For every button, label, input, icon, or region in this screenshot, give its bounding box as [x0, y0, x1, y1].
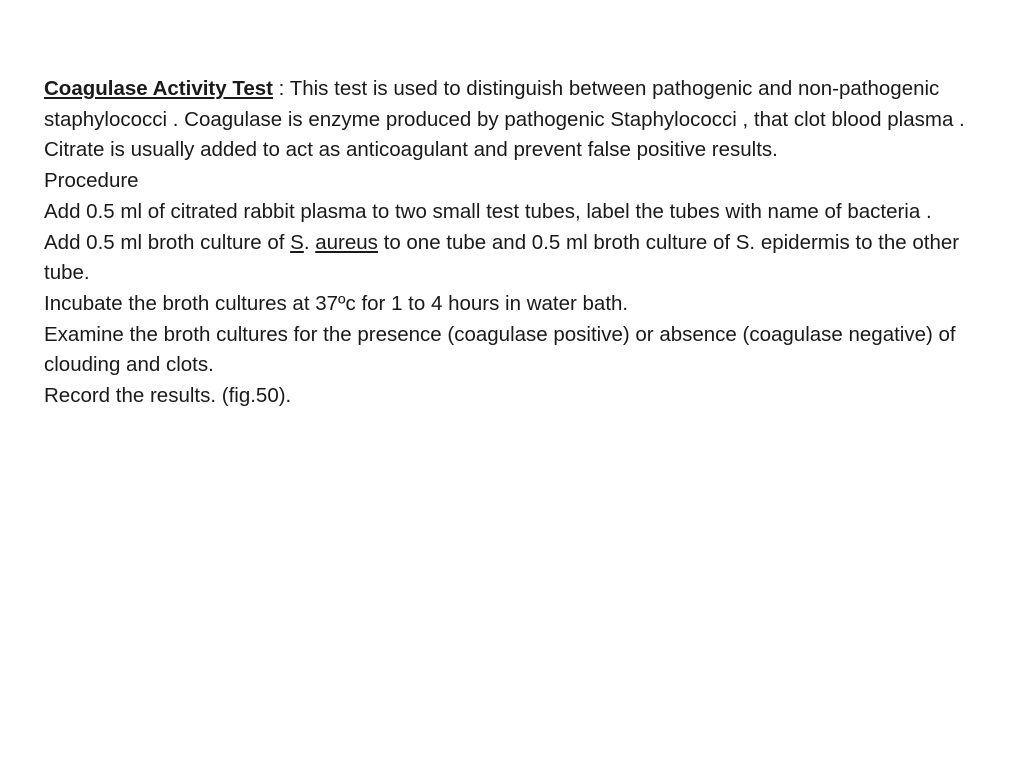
step-2-dot: . [303, 230, 316, 254]
step-2-genus: S [290, 230, 304, 254]
step-4: Examine the broth cultures for the presence (coagulase positive) or absence (coagulase negative) of clouding and clots. [44, 322, 956, 377]
slide-text-body [44, 74, 994, 412]
step-2 [44, 228, 994, 289]
step-2-species: aureus [315, 230, 378, 254]
step-3: Incubate the broth cultures at 37ºc for 1 to 4 hours in water bath. [44, 291, 629, 315]
step-2-suffix: to one tube and 0.5 ml broth culture of S. epidermis to the other tube. [44, 230, 960, 285]
intro-paragraph [44, 74, 994, 166]
step-2-prefix: Add 0.5 ml broth culture of [44, 230, 291, 254]
test-title: Coagulase Activity Test [44, 77, 273, 100]
step-5: Record the results. (fig.50). [44, 384, 292, 408]
procedure-heading: Procedure [44, 169, 139, 193]
step-1: Add 0.5 ml of citrated rabbit plasma to two small test tubes, label the tubes with name of bacteria . [44, 199, 932, 223]
intro-text: : This test is used to distinguish between pathogenic and non-pathogenic staphylococci . Coagulase is enzyme produced by pathogenic Staphylococci , that clot blood plasma . Citrate is usually added to act as anticoagulant and prevent false positive results. [44, 77, 965, 162]
